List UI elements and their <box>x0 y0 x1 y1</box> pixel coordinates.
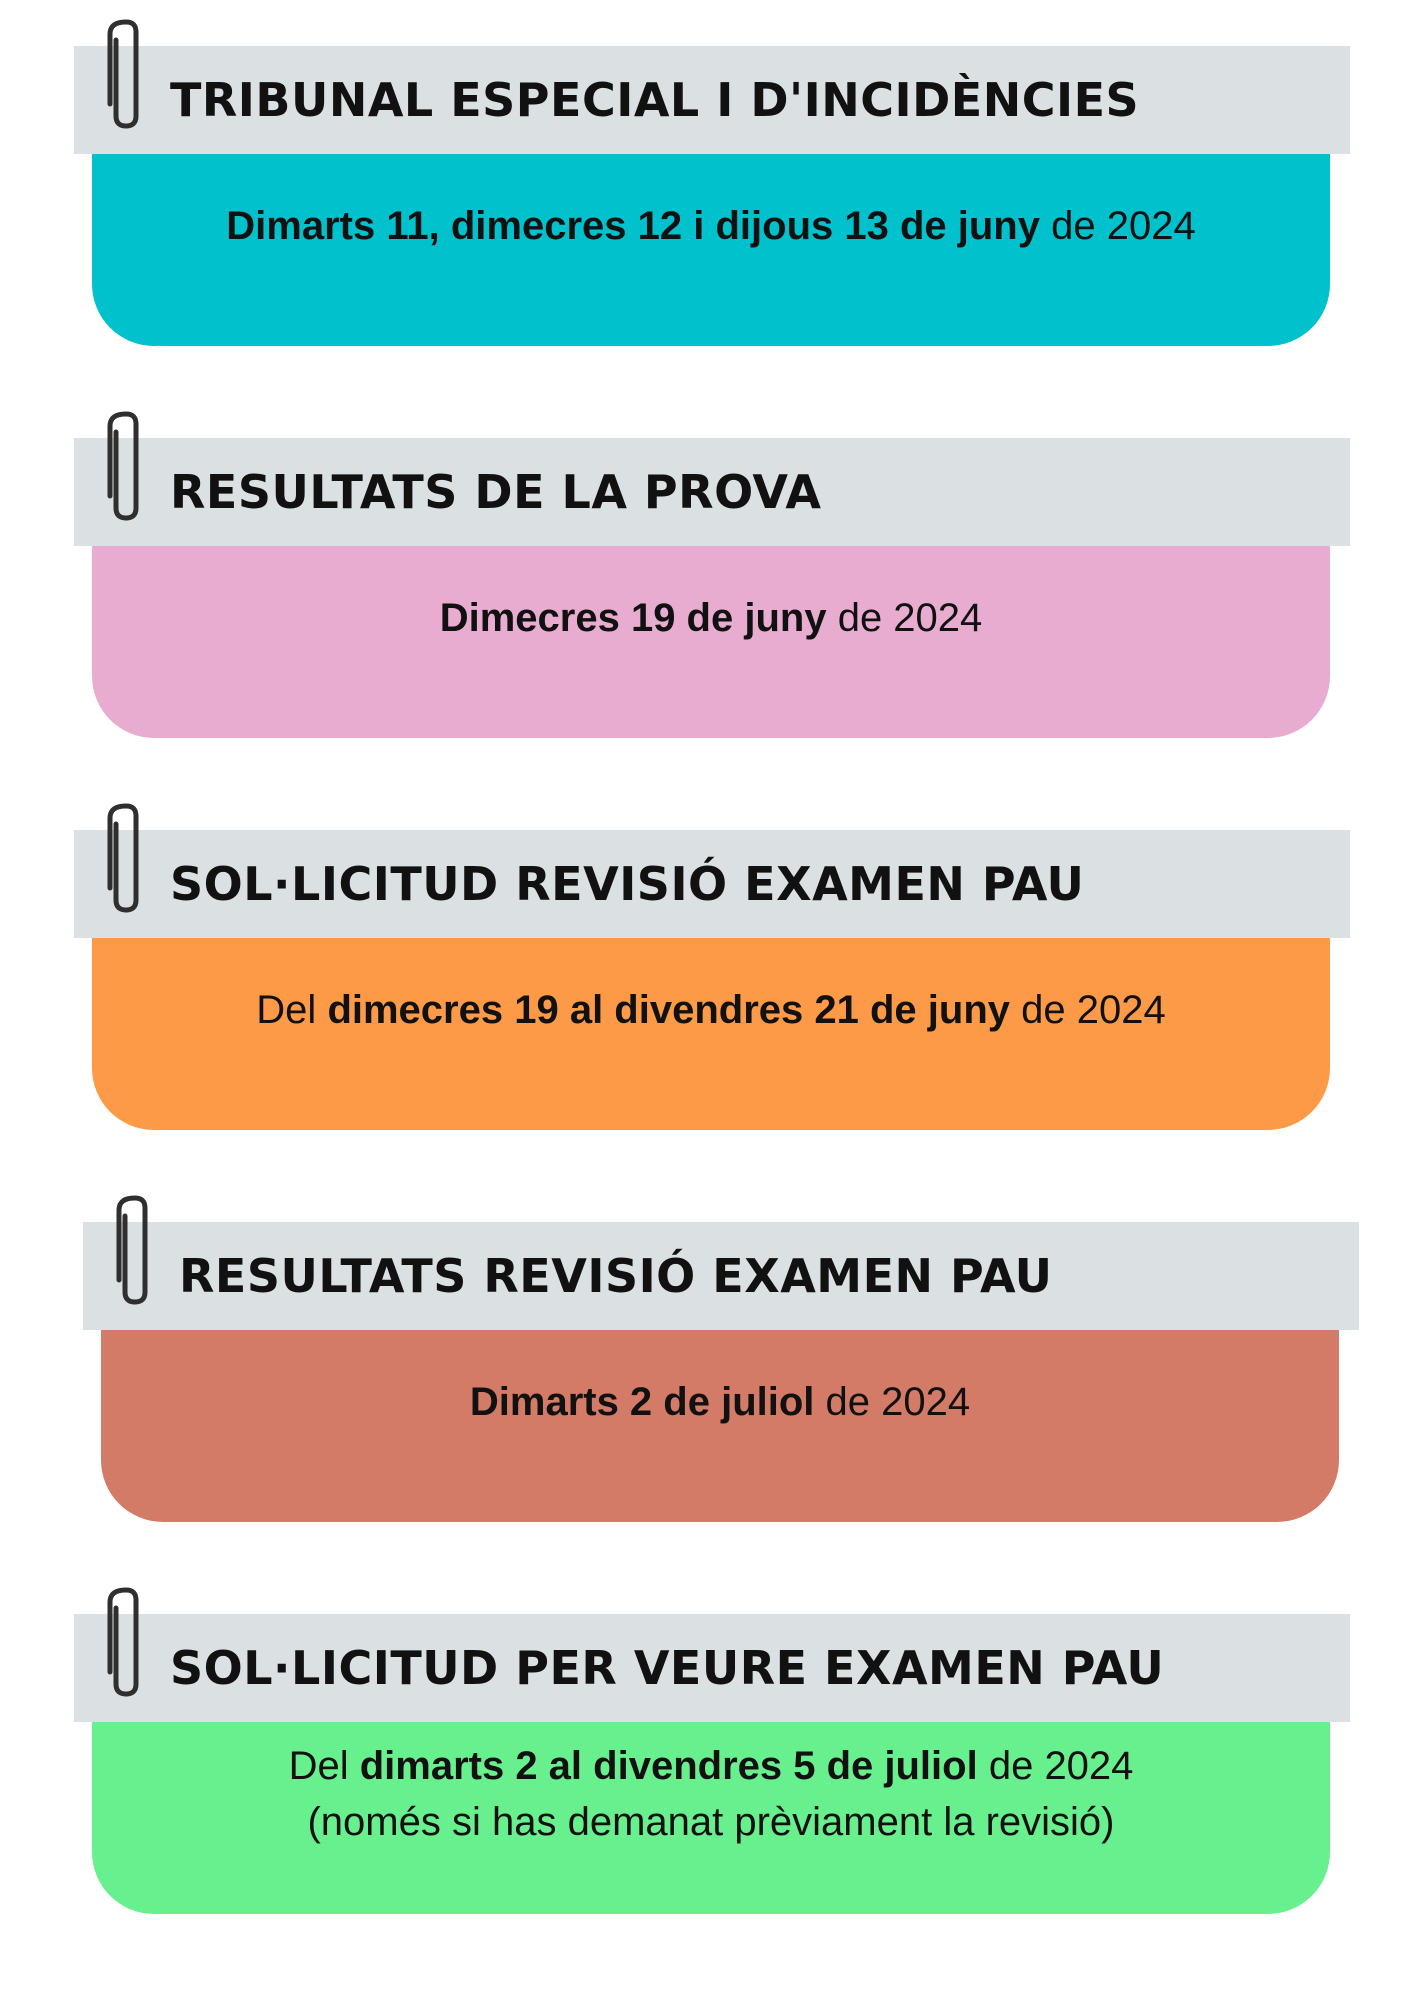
section-solicitud-revisio <box>0 784 1414 1144</box>
date-line: Dimarts 2 de juliol de 2024 <box>469 1380 971 1424</box>
section-title: RESULTATS DE LA PROVA <box>170 465 822 519</box>
date-line: Dimecres 19 de juny de 2024 <box>439 596 983 640</box>
section-title: TRIBUNAL ESPECIAL I D'INCIDÈNCIES <box>170 73 1140 127</box>
note-line: (només si has demanat prèviament la revisió) <box>307 1800 1115 1844</box>
section-title: SOL·LICITUD PER VEURE EXAMEN PAU <box>170 1641 1165 1695</box>
section-resultats-revisio <box>0 1176 1414 1536</box>
section-header <box>74 830 1350 938</box>
section-header <box>74 46 1350 154</box>
paperclip-icon <box>104 408 148 526</box>
paperclip-icon <box>104 800 148 918</box>
paperclip-icon <box>104 1584 148 1702</box>
paperclip-icon <box>104 16 148 134</box>
section-resultats-prova <box>0 392 1414 752</box>
section-title: SOL·LICITUD REVISIÓ EXAMEN PAU <box>170 857 1085 911</box>
section-veure-examen <box>0 1568 1414 1928</box>
date-line: Del dimecres 19 al divendres 21 de juny de 2024 <box>256 988 1166 1032</box>
date-line: Del dimarts 2 al divendres 5 de juliol de 2024 <box>288 1744 1134 1788</box>
section-header <box>74 1614 1350 1722</box>
date-line: Dimarts 11, dimecres 12 i dijous 13 de juny de 2024 <box>226 204 1196 248</box>
section-tribunal-especial <box>0 0 1414 360</box>
paperclip-icon <box>113 1192 157 1310</box>
section-title: RESULTATS REVISIÓ EXAMEN PAU <box>179 1249 1053 1303</box>
section-header <box>83 1222 1359 1330</box>
section-header <box>74 438 1350 546</box>
